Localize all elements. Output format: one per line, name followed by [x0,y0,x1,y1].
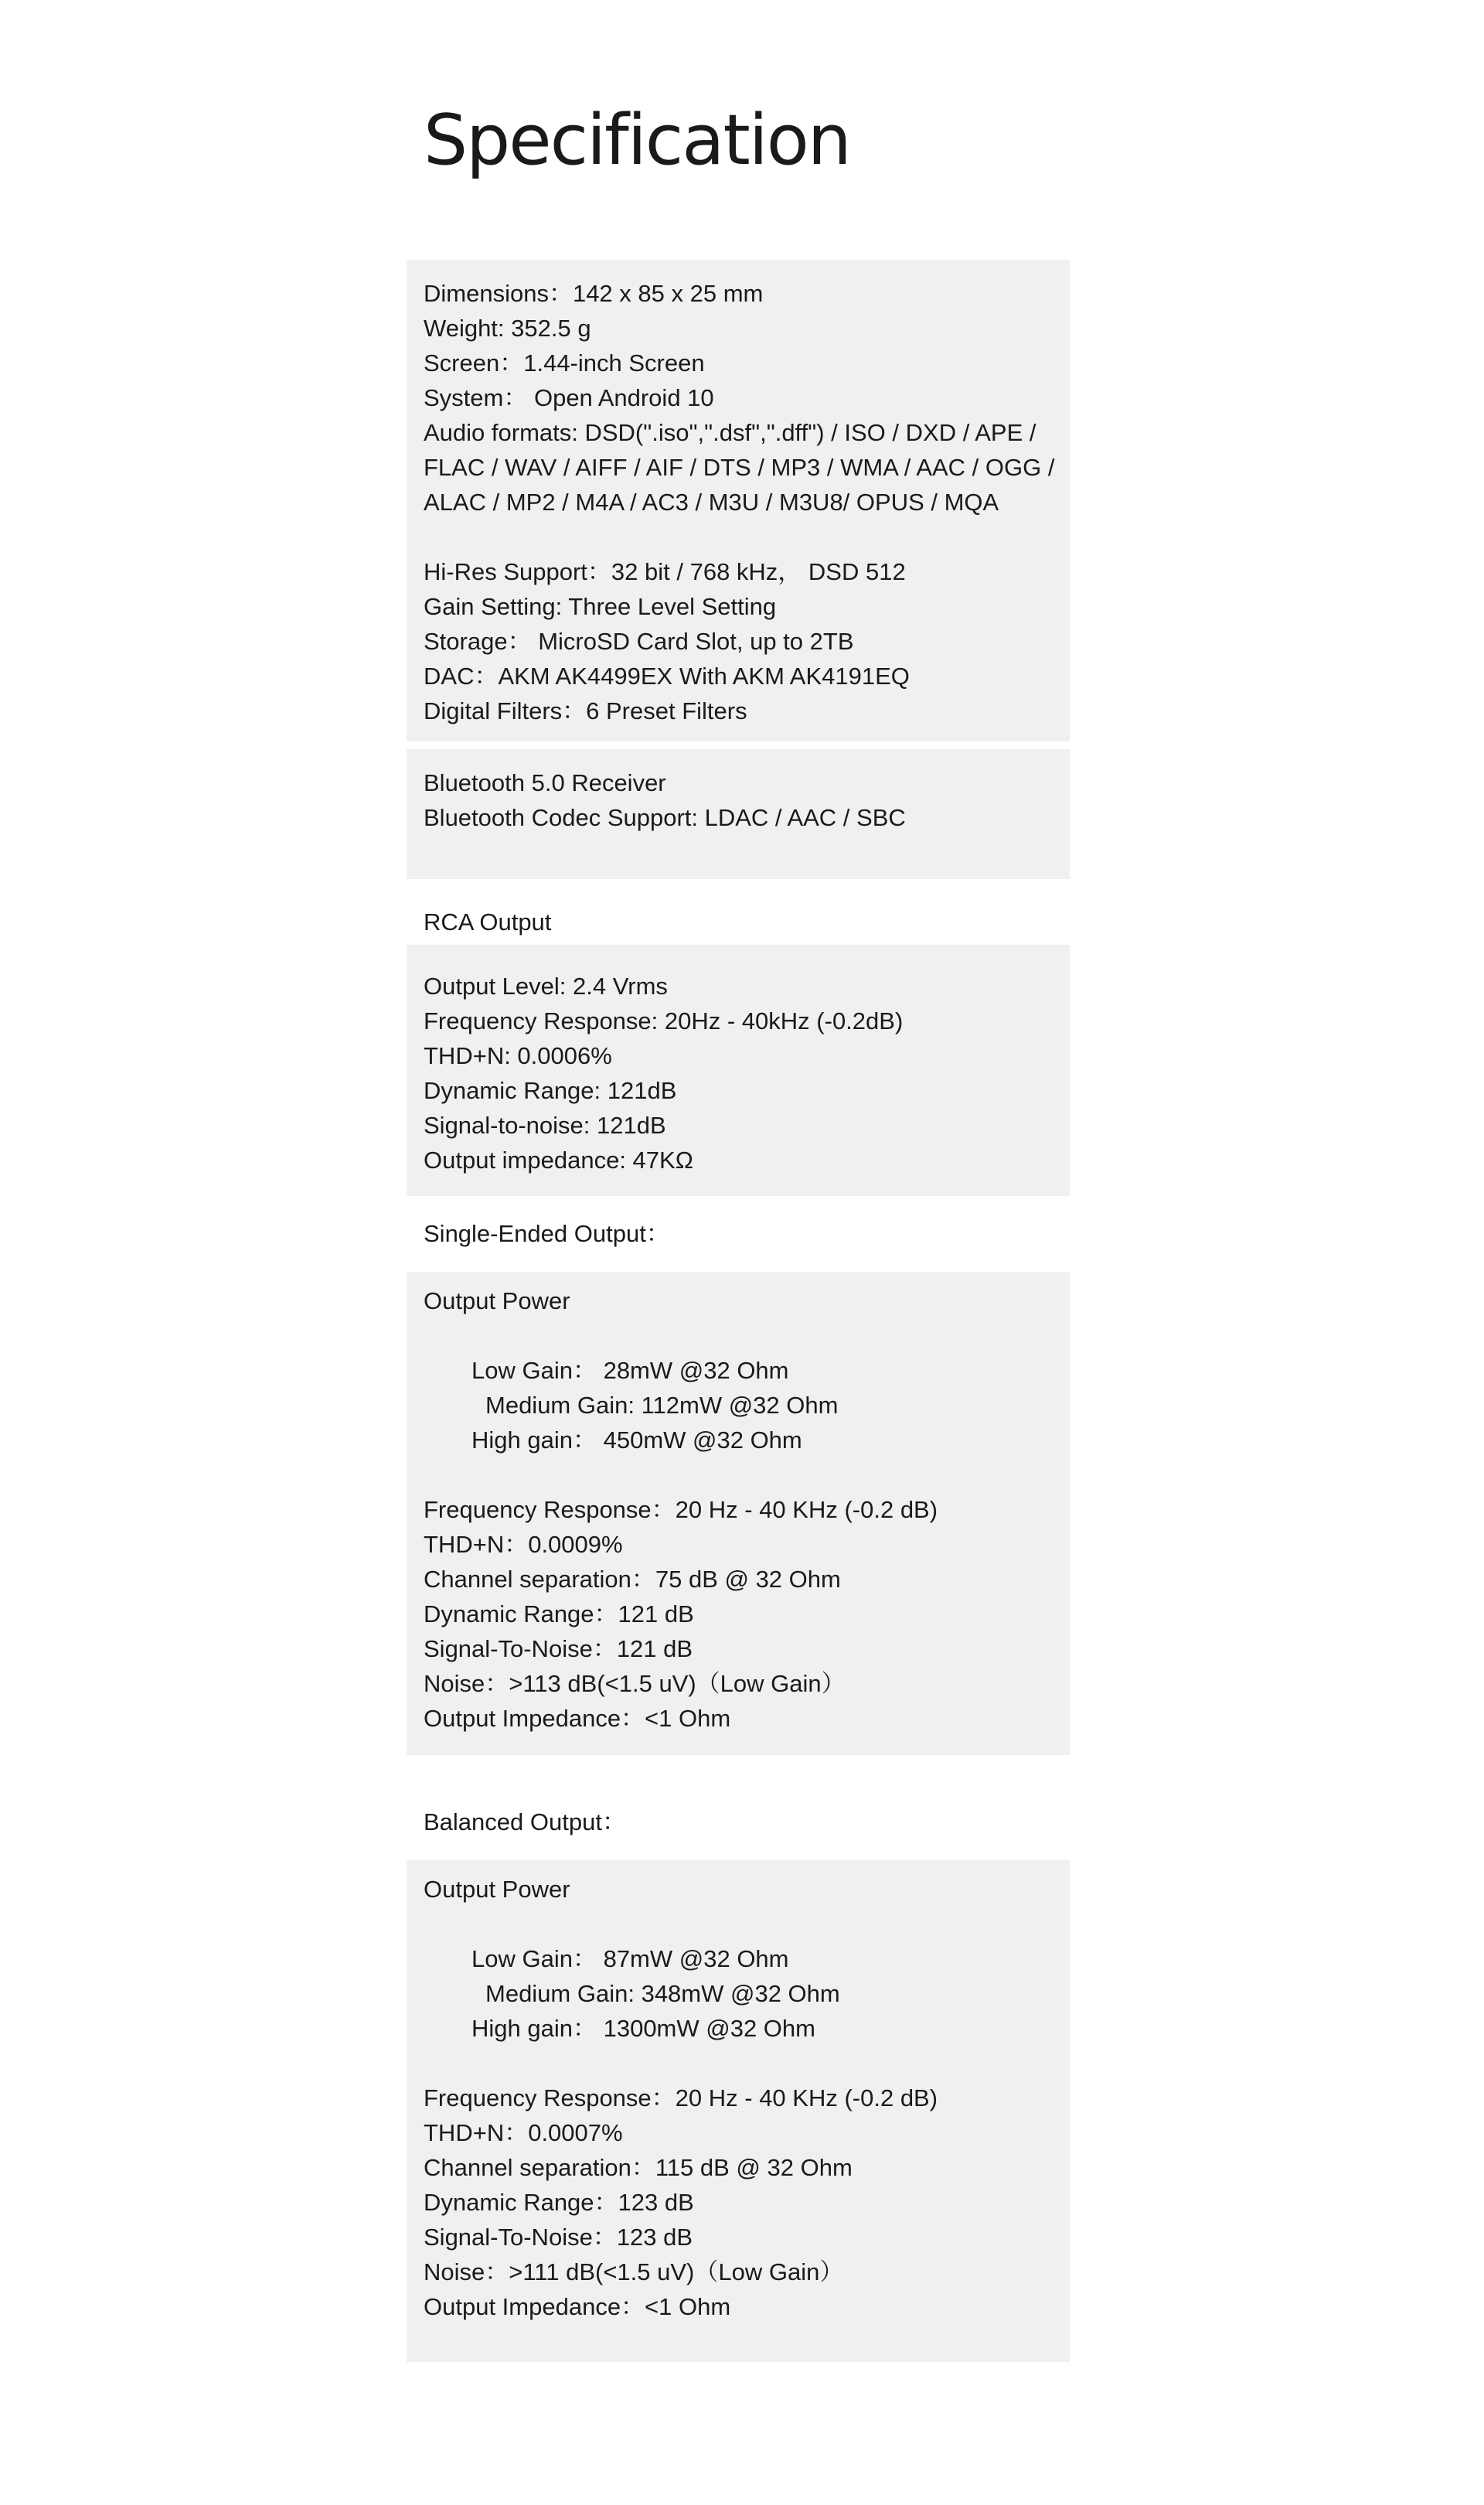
spec-thd-n: THD+N: 0.0006% [424,1042,612,1069]
bluetooth-specs-panel [407,749,1070,879]
spec-dimensions: Dimensions：142 x 85 x 25 mm [424,280,764,307]
spec-dynamic-range: Dynamic Range：121 dB [424,1600,694,1627]
spacer [424,2046,1062,2081]
spec-output-impedance: Output impedance: 47KΩ [424,1147,693,1174]
spec-low-gain: Low Gain： 28mW @32 Ohm [471,1357,789,1384]
spec-gain-setting: Gain Setting: Three Level Setting [424,593,777,620]
spec-channel-separation: Channel separation：115 dB @ 32 Ohm [424,2154,853,2181]
spec-thd-n: THD+N：0.0009% [424,1531,623,1558]
spec-frequency-response: Frequency Response：20 Hz - 40 KHz (-0.2 dB) [424,2084,938,2111]
spec-audio-formats-cont: FLAC / WAV / AIFF / AIF / DTS / MP3 / WMA / AAC / OGG / [424,454,1055,481]
spec-storage: Storage： MicroSD Card Slot, up to 2TB [424,628,854,655]
spacer [424,1457,1062,1492]
balanced-output-panel [407,1860,1070,2362]
rca-output-heading: RCA Output [424,908,552,936]
spec-frequency-response: Frequency Response: 20Hz - 40kHz (-0.2dB) [424,1007,904,1034]
spec-noise: Noise：>111 dB(<1.5 uV)（Low Gain） [424,2258,844,2285]
spec-frequency-response: Frequency Response：20 Hz - 40 KHz (-0.2 dB) [424,1496,938,1523]
spec-output-impedance: Output Impedance：<1 Ohm [424,1705,731,1732]
spacer [424,1318,1062,1353]
spacer [424,520,1062,554]
spacer [424,1907,1062,1941]
single-ended-output-panel [407,1272,1070,1755]
spec-signal-to-noise: Signal-To-Noise：123 dB [424,2224,693,2251]
spec-dac: DAC：AKM AK4499EX With AKM AK4191EQ [424,663,910,690]
spec-thd-n: THD+N：0.0007% [424,2119,623,2146]
spec-bluetooth-codec: Bluetooth Codec Support: LDAC / AAC / SBC [424,804,906,831]
page-title: Specification [424,100,850,181]
spec-signal-to-noise: Signal-To-Noise：121 dB [424,1635,693,1662]
spec-dynamic-range: Dynamic Range：123 dB [424,2189,694,2216]
spec-hires-support: Hi-Res Support：32 bit / 768 kHz， DSD 512 [424,558,906,585]
spec-dynamic-range: Dynamic Range: 121dB [424,1077,677,1104]
spec-bluetooth-receiver: Bluetooth 5.0 Receiver [424,769,666,796]
spec-high-gain: High gain： 450mW @32 Ohm [471,1426,802,1454]
rca-output-panel [407,945,1070,1196]
balanced-output-heading: Balanced Output： [424,1808,626,1835]
spec-output-level: Output Level: 2.4 Vrms [424,973,668,1000]
spec-medium-gain: Medium Gain: 112mW @32 Ohm [485,1392,839,1419]
spec-channel-separation: Channel separation：75 dB @ 32 Ohm [424,1566,841,1593]
output-power-label: Output Power [424,1876,570,1903]
single-ended-output-heading: Single-Ended Output： [424,1220,670,1247]
spec-output-impedance: Output Impedance：<1 Ohm [424,2293,731,2320]
spec-weight: Weight: 352.5 g [424,315,591,342]
spec-audio-formats: Audio formats: DSD(".iso",".dsf",".dff") / ISO / DXD / APE / [424,419,1036,446]
spec-system: System： Open Android 10 [424,384,714,411]
spec-noise: Noise：>113 dB(<1.5 uV)（Low Gain） [424,1670,846,1697]
spec-screen: Screen：1.44-inch Screen [424,349,705,377]
general-specs-panel [407,260,1070,741]
spec-audio-formats-cont: ALAC / MP2 / M4A / AC3 / M3U / M3U8/ OPUS / MQA [424,489,999,516]
spec-medium-gain: Medium Gain: 348mW @32 Ohm [485,1980,840,2007]
spec-low-gain: Low Gain： 87mW @32 Ohm [471,1945,789,1972]
spec-signal-to-noise: Signal-to-noise: 121dB [424,1112,666,1139]
spec-digital-filters: Digital Filters：6 Preset Filters [424,697,747,724]
spec-high-gain: High gain： 1300mW @32 Ohm [471,2015,815,2042]
output-power-label: Output Power [424,1287,570,1314]
